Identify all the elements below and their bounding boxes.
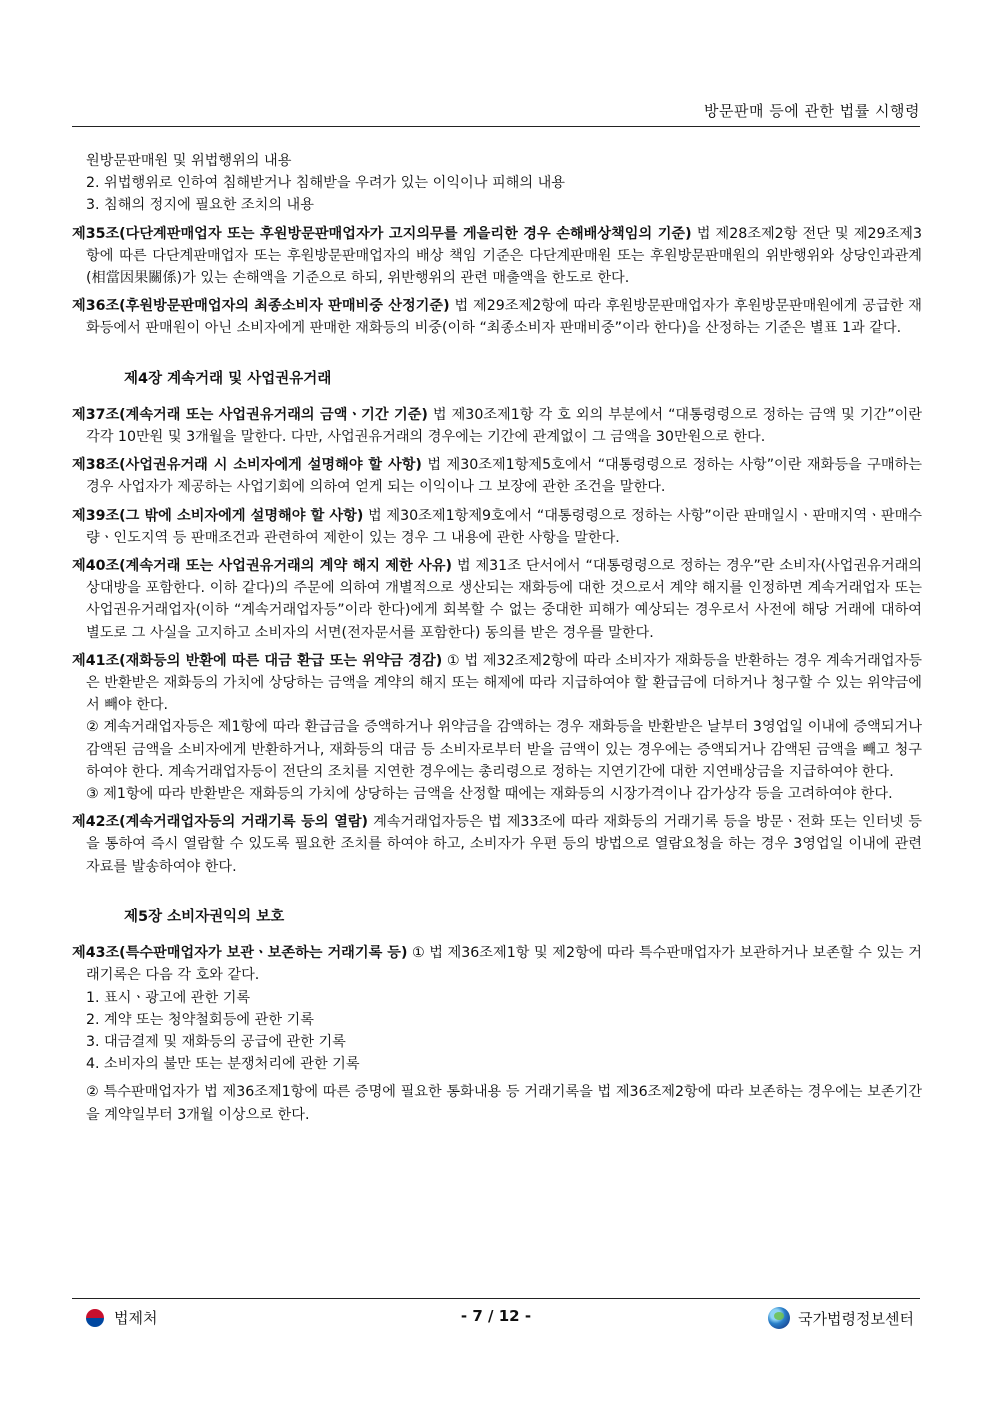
page-number: - 7 / 12 - — [460, 1307, 532, 1325]
article-title: 제41조(재화등의 반환에 따른 대금 환급 또는 위약금 경감) — [72, 652, 443, 669]
article-text: 법 제30조제1항 각 호 외의 부분에서 “대통령령으로 정하는 금액 및 기간”이란 각각 10만원 및 3개월을 말한다. 다만, 사업권유거래의 경우에는 기간에 관계없이 그 금액을 30만원으로 한다. — [86, 406, 923, 446]
chapter-heading: 제5장 소비자권익의 보호 — [124, 908, 285, 925]
article-text: 법 제31조 단서에서 “대통령령으로 정하는 경우”란 소비자(사업권유거래의 상대방을 포함한다. 이하 같다)의 주문에 의하여 개별적으로 생산되는 재화등에 대한 것으로서 계약 해지를 인정하면 계속거래업자 또는 사업권유거래업자(이하 “계속거래업자등”이라 한다)에게 회복할 수 없는 중대한 피해가 예상되는 경우로서 사전에 해당 거래에 대하여 별도로 그 사실을 고지하고 소비자의 서면(전자문서를 포함한다) 동의를 받은 경우를 말한다. — [86, 558, 922, 641]
list-item: 3. 대금결제 및 재화등의 공급에 관한 기록 — [86, 1033, 346, 1050]
page-header — [72, 96, 920, 127]
article-paragraph — [72, 505, 922, 549]
article-paragraph — [72, 454, 922, 498]
article-subparagraph: ② 특수판매업자가 법 제36조제1항에 따른 증명에 필요한 통화내용 등 거래기록을 법 제36조제2항에 따라 보존하는 경우에는 보존기간을 계약일부터 3개월 이상으로 한다. — [86, 1084, 922, 1123]
article-title: 제37조(계속거래 또는 사업권유거래의 금액ㆍ기간 기준) — [72, 406, 428, 423]
article-title: 제36조(후원방문판매업자의 최종소비자 판매비중 산정기준) — [72, 298, 450, 315]
list-item: 4. 소비자의 불만 또는 분쟁처리에 관한 기록 — [86, 1056, 360, 1073]
list-item: 3. 침해의 정지에 필요한 조치의 내용 — [86, 197, 314, 214]
article-text: 법 제30조제1항제5호에서 “대통령령으로 정하는 사항”이란 재화등을 구매하는 경우 사업자가 제공하는 사업기회에 의하여 얻게 되는 이익이나 그 보장에 관한 조건을 말한다. — [86, 457, 922, 496]
footer-agency-label: 법제처 — [114, 1309, 158, 1327]
article-title: 제40조(계속거래 또는 사업권유거래의 계약 해지 제한 사유) — [72, 558, 452, 575]
article-text: ① 법 제36조제1항 및 제2항에 따라 특수판매업자가 보관하거나 보존할 수 있는 거래기록은 다음 각 호와 같다. — [86, 945, 922, 984]
article-paragraph — [72, 942, 922, 986]
globe-logo-icon — [768, 1307, 790, 1329]
list-item: 2. 계약 또는 청약철회등에 관한 기록 — [86, 1011, 314, 1028]
page-footer — [72, 1298, 920, 1339]
article-text: 법 제30조제1항제9호에서 “대통령령으로 정하는 사항”이란 판매일시ㆍ판매지역ㆍ판매수량ㆍ인도지역 등 판매조건과 관련하여 제한이 있는 경우 그 내용에 관한 사항을 말한다. — [86, 507, 922, 546]
article-paragraph — [72, 555, 922, 644]
article-paragraph — [72, 404, 922, 448]
article-text: 법 제29조제2항에 따라 후원방문판매업자가 후원방문판매원에게 공급한 재화등에서 판매원이 아닌 소비자에게 판매한 재화등의 비중(이하 “최종소비자 판매비중”이라 한다)을 산정하는 기준은 별표 1과 같다. — [86, 298, 922, 337]
article-paragraph — [72, 650, 922, 717]
footer-center-label: 국가법령정보센터 — [798, 1309, 914, 1328]
article-title: 제35조(다단계판매업자 또는 후원방문판매업자가 고지의무를 게을리한 경우 손해배상책임의 기준) — [72, 225, 692, 242]
chapter-heading: 제4장 계속거래 및 사업권유거래 — [124, 370, 332, 387]
list-item: 원방문판매원 및 위법행위의 내용 — [86, 153, 292, 169]
article-text: ① 법 제32조제2항에 따라 소비자가 재화등을 반환하는 경우 계속거래업자등은 반환받은 재화등의 가치에 상당하는 금액을 계약의 해지 또는 해제에 따라 지급하여야 할 환급금에 더하거나 청구할 수 있는 위약금에서 빼야 한다. — [86, 652, 922, 714]
article-title: 제42조(계속거래업자등의 거래기록 등의 열람) — [72, 814, 369, 831]
article-title: 제39조(그 밖에 소비자에게 설명해야 할 사항) — [72, 507, 364, 524]
article-text: 계속거래업자등은 법 제33조에 따라 재화등의 거래기록 등을 방문ㆍ전화 또는 인터넷 등을 통하여 즉시 열람할 수 있도록 필요한 조치를 하여야 하고, 소비자가 우편 등의 방법으로 열람요청을 하는 경우 3영업일 이내에 관련 자료를 발송하여야 한다. — [86, 814, 922, 875]
article-paragraph — [72, 811, 922, 878]
document-body — [72, 150, 922, 1132]
document-title: 방문판매 등에 관한 법률 시행령 — [704, 102, 920, 120]
article-title: 제43조(특수판매업자가 보관ㆍ보존하는 거래기록 등) — [72, 945, 408, 962]
footer-right — [768, 1307, 914, 1329]
article-paragraph — [72, 295, 922, 339]
article-subparagraph: ③ 제1항에 따라 반환받은 재화등의 가치에 상당하는 금액을 산정할 때에는 재화등의 시장가격이나 감가상각 등을 고려하여야 한다. — [86, 786, 893, 803]
article-text: 법 제28조제2항 전단 및 제29조제3항에 따른 다단계판매업자 또는 후원방문판매업자의 배상 책임 기준은 다단계판매원 또는 후원방문판매원의 위반행위와 상당인과관계(相當因果關係)가 있는 손해액을 기준으로 하되, 위반행위의 관련 매출액을 한도로 한다. — [86, 225, 923, 287]
list-item: 1. 표시ㆍ광고에 관한 기록 — [86, 989, 251, 1006]
article-title: 제38조(사업권유거래 시 소비자에게 설명해야 할 사항) — [72, 457, 422, 474]
article-paragraph — [72, 223, 922, 290]
article-subparagraph: ② 계속거래업자등은 제1항에 따라 환급금을 증액하거나 위약금을 감액하는 경우 재화등을 반환받은 날부터 3영업일 이내에 증액되거나 감액된 금액을 소비자에게 반환하거나, 재화등의 대금 등 소비자로부터 받을 금액이 있는 경우에는 증액되거나 감액된 금액을 빼고 청구하여야 한다. 계속거래업자등이 전단의 조치를 지연한 경우에는 총리령으로 정하는 지연기간에 대한 지연배상금을 지급하여야 한다. — [86, 719, 922, 780]
list-item: 2. 위법행위로 인하여 침해받거나 침해받을 우려가 있는 이익이나 피해의 내용 — [86, 175, 565, 192]
